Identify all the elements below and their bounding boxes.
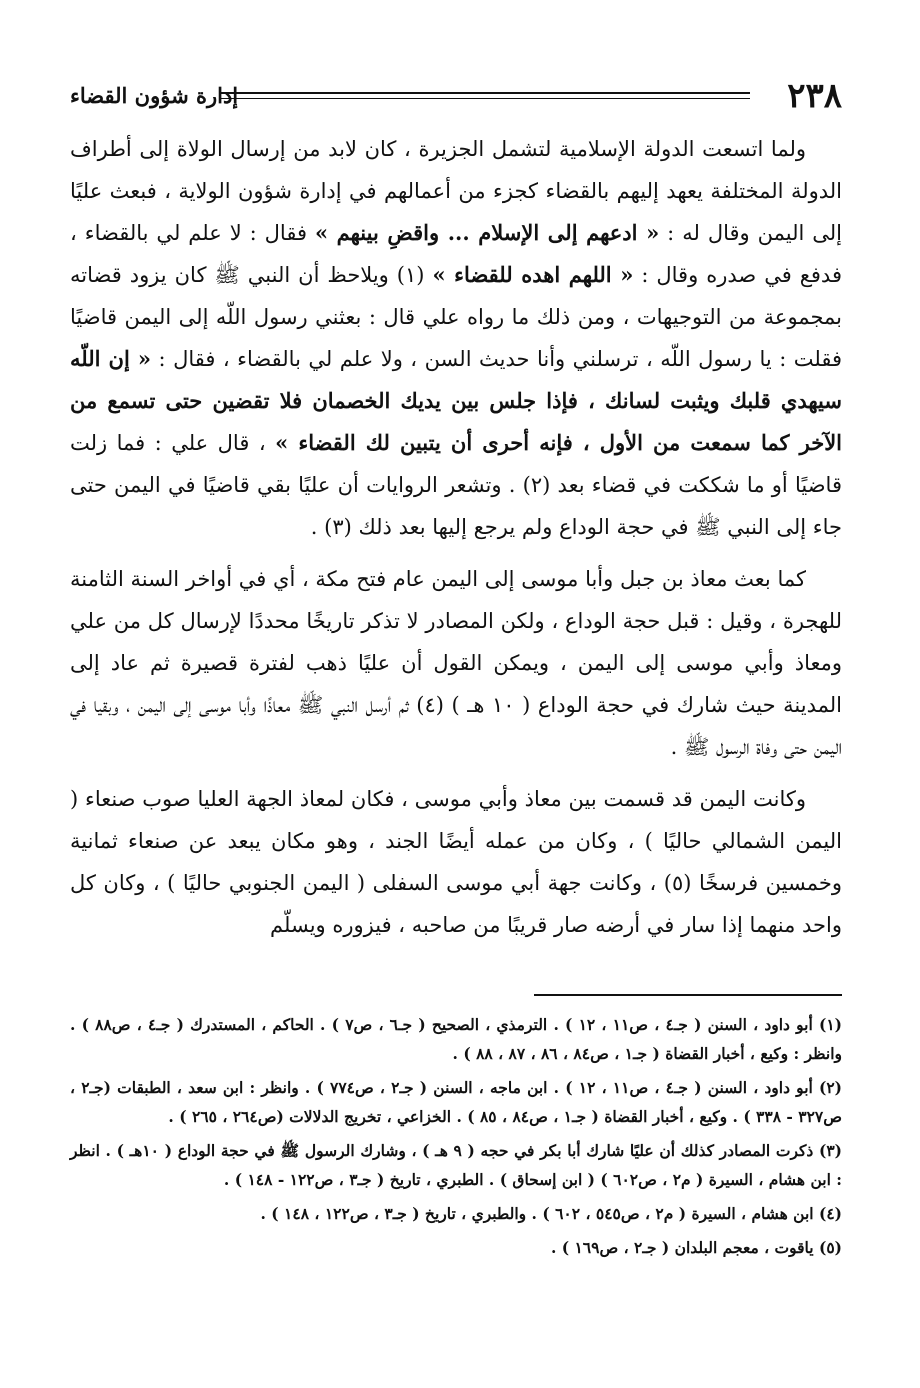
paragraph-2: كما بعث معاذ بن جبل وأبا موسى إلى اليمن عام فتح مكة ، أي في أواخر السنة الثامنة للهجرة ، وقيل : قبل حجة الوداع ، ولكن المصادر لا تذكر تاريخًا محددًا لإرسال كل من علي ومعاذ وأبي موسى إلى اليمن ، ويمكن القول أن عليًا ذهب لفترة قصيرة ثم عاد إلى المدينة حيث شارك في حجة الوداع ( ١٠ هـ ) (٤) ثم أرسل النبي ﷺ معاذًا وأبا موسى إلى اليمن ، وبقيا في اليمن حتى وفاة الرسول ﷺ . — [70, 567, 843, 759]
footnote-1: (١) أبو داود ، السنن ( جـ٤ ، ص١١ ، ١٢ ) . الترمذي ، الصحيح ( جـ٦ ، ص٧ ) . الحاكم ، المستدرك ( جـ٤ ، ص٨٨ ) . وانظر : وكيع ، أخبار القضاة ( جـ١ ، ص٨٤ ، ٨٦ ، ٨٧ ، ٨٨ ) . — [70, 1015, 842, 1063]
page-number: ٢٣٨ — [787, 76, 842, 116]
paragraph-1-text-a: ولما اتسعت الدولة الإسلامية لتشمل الجزيرة ، كان لابد من إرسال الولاة إلى أطراف الدولة المختلفة يعهد إليهم بالقضاء كجزء من أعمالهم في إدارة شؤون الولاية ، فبعث عليًا إلى اليمن وقال له : — [70, 137, 842, 245]
page-header — [70, 76, 842, 116]
quote-3: « إن اللّه سيهدي قلبك ويثبت لسانك ، فإذا جلس بين يديك الخصمان فلا تقضين حتى تسمع من الآخر كما سمعت من الأول ، فإنه أحرى أن يتبين لك القضاء » — [70, 346, 843, 455]
paragraph-1-text-b: فقال : لا علم لي بالقضاء ، فدفع في صدره وقال : — [70, 221, 842, 287]
footnote-separator — [534, 994, 842, 996]
quote-1: « ادعهم إلى الإسلام ... واقضِ بينهم » — [314, 220, 660, 245]
footnotes — [70, 1010, 842, 1267]
footnote-3: (٣) ذكرت المصادر كذلك أن عليًا شارك أبا بكر في حجه ( ٩ هـ ) ، وشارك الرسول ﷺ في حجة الوداع ( ١٠هـ ) . انظر : ابن هشام ، السيرة ( م٢ ، ص٦٠٢ ) ( ابن إسحاق ) . الطبري ، تاريخ ( جـ٣ ، ص١٢٢ - ١٤٨ ) . — [70, 1141, 842, 1189]
header-rule — [220, 92, 750, 94]
header-rule-thin — [220, 98, 750, 99]
paragraph-1-text-d: ، قال علي : فما زلت قاضيًا أو ما شككت في قضاء بعد (٢) . وتشعر الروايات أن عليًا بقي قاضيًا في اليمن حتى جاء إلى النبي ﷺ في حجة الوداع ولم يرجع إليها بعد ذلك (٣) . — [70, 431, 842, 539]
paragraph-1-text-c: (١) ويلاحظ أن النبي ﷺ كان يزود قضاته بمجموعة من التوجيهات ، ومن ذلك ما رواه علي قال : بعثني رسول اللّه إلى اليمن قاضيًا فقلت : يا رسول اللّه ، ترسلني وأنا حديث السن ، ولا علم لي بالقضاء ، فقال : — [70, 263, 842, 371]
paragraph-3: وكانت اليمن قد قسمت بين معاذ وأبي موسى ، فكان لمعاذ الجهة العليا صوب صنعاء ( اليمن الشمالي حاليًا ) ، وكان من عمله أيضًا الجند ، وهو مكان يبعد عن صنعاء ثمانية وخمسين فرسخًا (٥) ، وكانت جهة أبي موسى السفلى ( اليمن الجنوبي حاليًا ) ، وكان كل واحد منهما إذا سار في أرضه صار قريبًا من صاحبه ، فيزوره ويسلّم — [70, 787, 843, 937]
running-title: إدارة شؤون القضاء — [70, 83, 239, 108]
footnote-5: (٥) ياقوت ، معجم البلدان ( جـ٢ ، ص١٦٩ ) . — [550, 1238, 842, 1257]
body-text — [70, 128, 842, 956]
footnote-2: (٢) أبو داود ، السنن ( جـ٤ ، ص١١ ، ١٢ ) . ابن ماجه ، السنن ( جـ٢ ، ص٧٧٤ ) . وانظر : ابن سعد ، الطبقات (جـ٢ ، ص٣٢٧ - ٣٣٨ ) . وكيع ، أخبار القضاة ( جـ١ ، ص٨٤ ، ٨٥ ) . الخزاعي ، تخريج الدلالات (ص٢٦٤ ، ٢٦٥ ) . — [70, 1078, 842, 1126]
paragraph-1 — [70, 128, 842, 548]
footnote-4: (٤) ابن هشام ، السيرة ( م٢ ، ص٥٤٥ ، ٦٠٢ ) . والطبري ، تاريخ ( جـ٣ ، ص١٢٢ ، ١٤٨ ) . — [260, 1204, 842, 1223]
quote-2: « اللهم اهده للقضاء » — [432, 262, 634, 287]
